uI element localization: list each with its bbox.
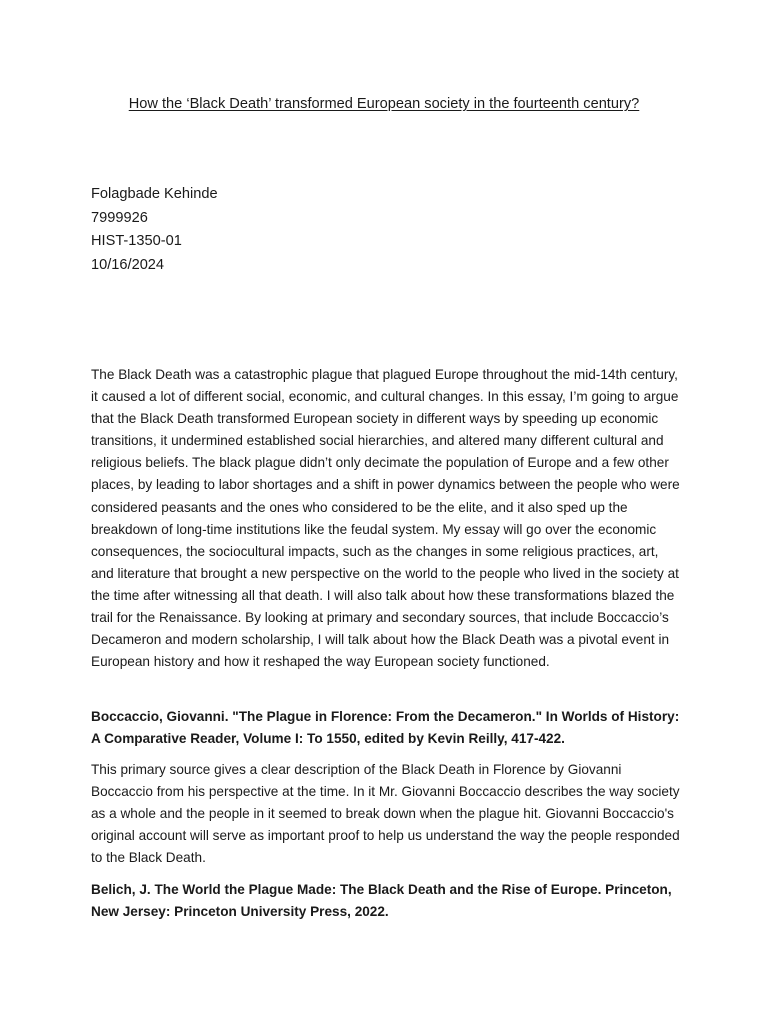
submission-date: 10/16/2024: [91, 256, 165, 273]
source-citation-2: Belich, J. The World the Plague Made: The Black Death and the Rise of Europe. Princeton, New Jersey: Princeton University Press, 2022.: [91, 882, 672, 920]
student-id: 7999926: [91, 209, 148, 226]
course-code: HIST-1350-01: [91, 233, 182, 249]
source-citation-1: Boccaccio, Giovanni. "The Plague in Florence: From the Decameron." In Worlds of History: A Comparative Reader, Volume I: To 1550, edited by Kevin Reilly, 417-422.: [91, 709, 680, 747]
author-info: [91, 183, 218, 277]
intro-paragraph: The Black Death was a catastrophic plague that plagued Europe throughout the mid-14th century, it caused a lot of different social, economic, and cultural changes. In this essay, I’m going to argue that the Black Death transformed European society in different ways by speeding up economic transitions, it undermined established social hierarchies, and altered many different cultural and religious beliefs. The black plague didn’t only decimate the population of Europe and a few other places, by leading to labor shortages and a shift in power dynamics between the people who were considered peasants and the ones who considered to be the elite, and it also sped up the breakdown of long-time institutions like the feudal system. My essay will go over the economic consequences, the sociocultural impacts, such as the changes in some religious practices, art, and literature that brought a new perspective on the world to the people who lived in the society at the time after witnessing all that death. I will also talk about how these transformations blazed the trail for the Renaissance. By looking at primary and secondary sources, that include Boccaccio’s Decameron and modern scholarship, I will talk about how the Black Death was a pivotal event in European history and how it reshaped the way European society functioned.: [91, 367, 680, 670]
author-name: Folagbade Kehinde: [91, 186, 218, 202]
essay-title: How the ‘Black Death’ transformed European society in the fourteenth century?: [128, 96, 640, 112]
source-annotation-1: This primary source gives a clear description of the Black Death in Florence by Giovanni Boccaccio from his perspective at the time. In it Mr. Giovanni Boccaccio describes the way society as a whole and the people in it seemed to break down when the plague hit. Giovanni Boccaccio's original account will serve as important proof to help us understand the way the people responded to the Black Death.: [91, 762, 680, 866]
